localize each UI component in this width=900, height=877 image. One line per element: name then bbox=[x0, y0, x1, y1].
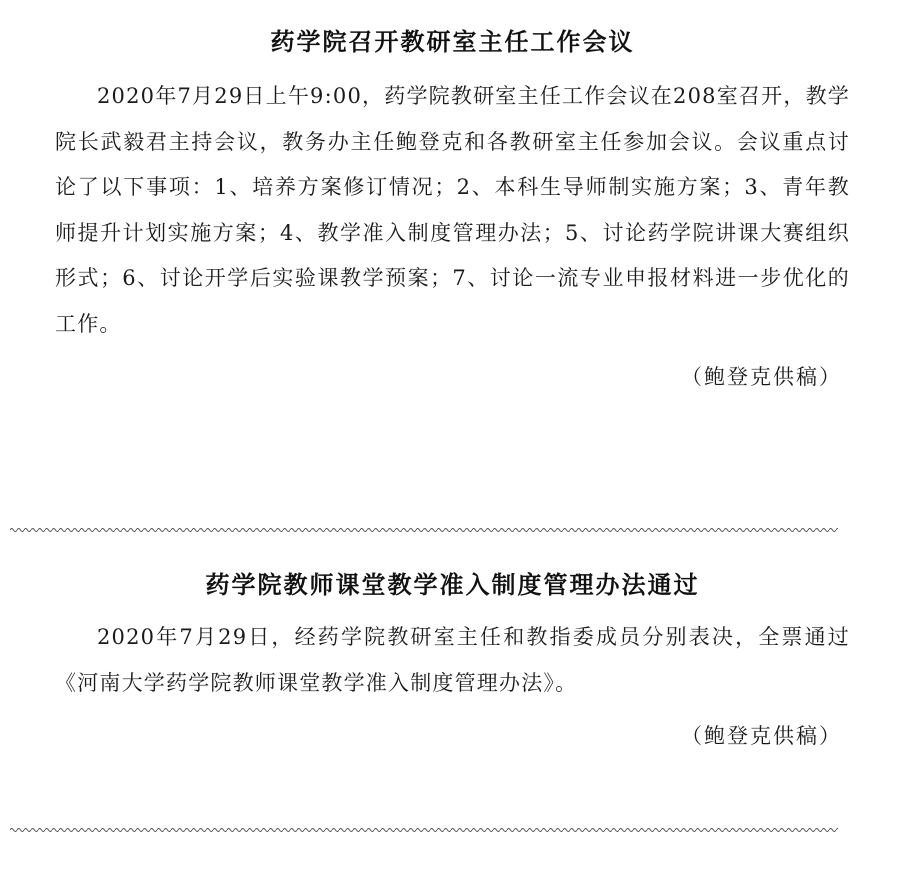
article-body: 2020年7月29日上午9:00，药学院教研室主任工作会议在208室召开，教学院长武毅君主持会议，教务办主任鲍登克和各教研室主任参加会议。会议重点讨论了以下事项：1、培养方案修订情况；2、本科生导师制实施方案；3、青年教师提升计划实施方案；4、教学准入制度管理办法；5、讨论药学院讲课大赛组织形式；6、讨论开学后实验课教学预案；7、讨论一流专业申报材料进一步优化的工作。 bbox=[55, 84, 850, 336]
wavy-divider bbox=[10, 526, 838, 534]
wavy-divider bbox=[10, 826, 838, 834]
article-credit: （鲍登克供稿） bbox=[681, 724, 842, 748]
news-article-2 bbox=[55, 565, 850, 759]
article-title: 药学院教师课堂教学准入制度管理办法通过 bbox=[205, 571, 700, 599]
article-body: 2020年7月29日，经药学院教研室主任和教指委成员分别表决，全票通过《河南大学药学院教师课堂教学准入制度管理办法》。 bbox=[55, 625, 850, 695]
news-article-1 bbox=[55, 22, 850, 400]
article-credit: （鲍登克供稿） bbox=[681, 365, 842, 389]
article-title: 药学院召开教研室主任工作会议 bbox=[270, 28, 635, 56]
